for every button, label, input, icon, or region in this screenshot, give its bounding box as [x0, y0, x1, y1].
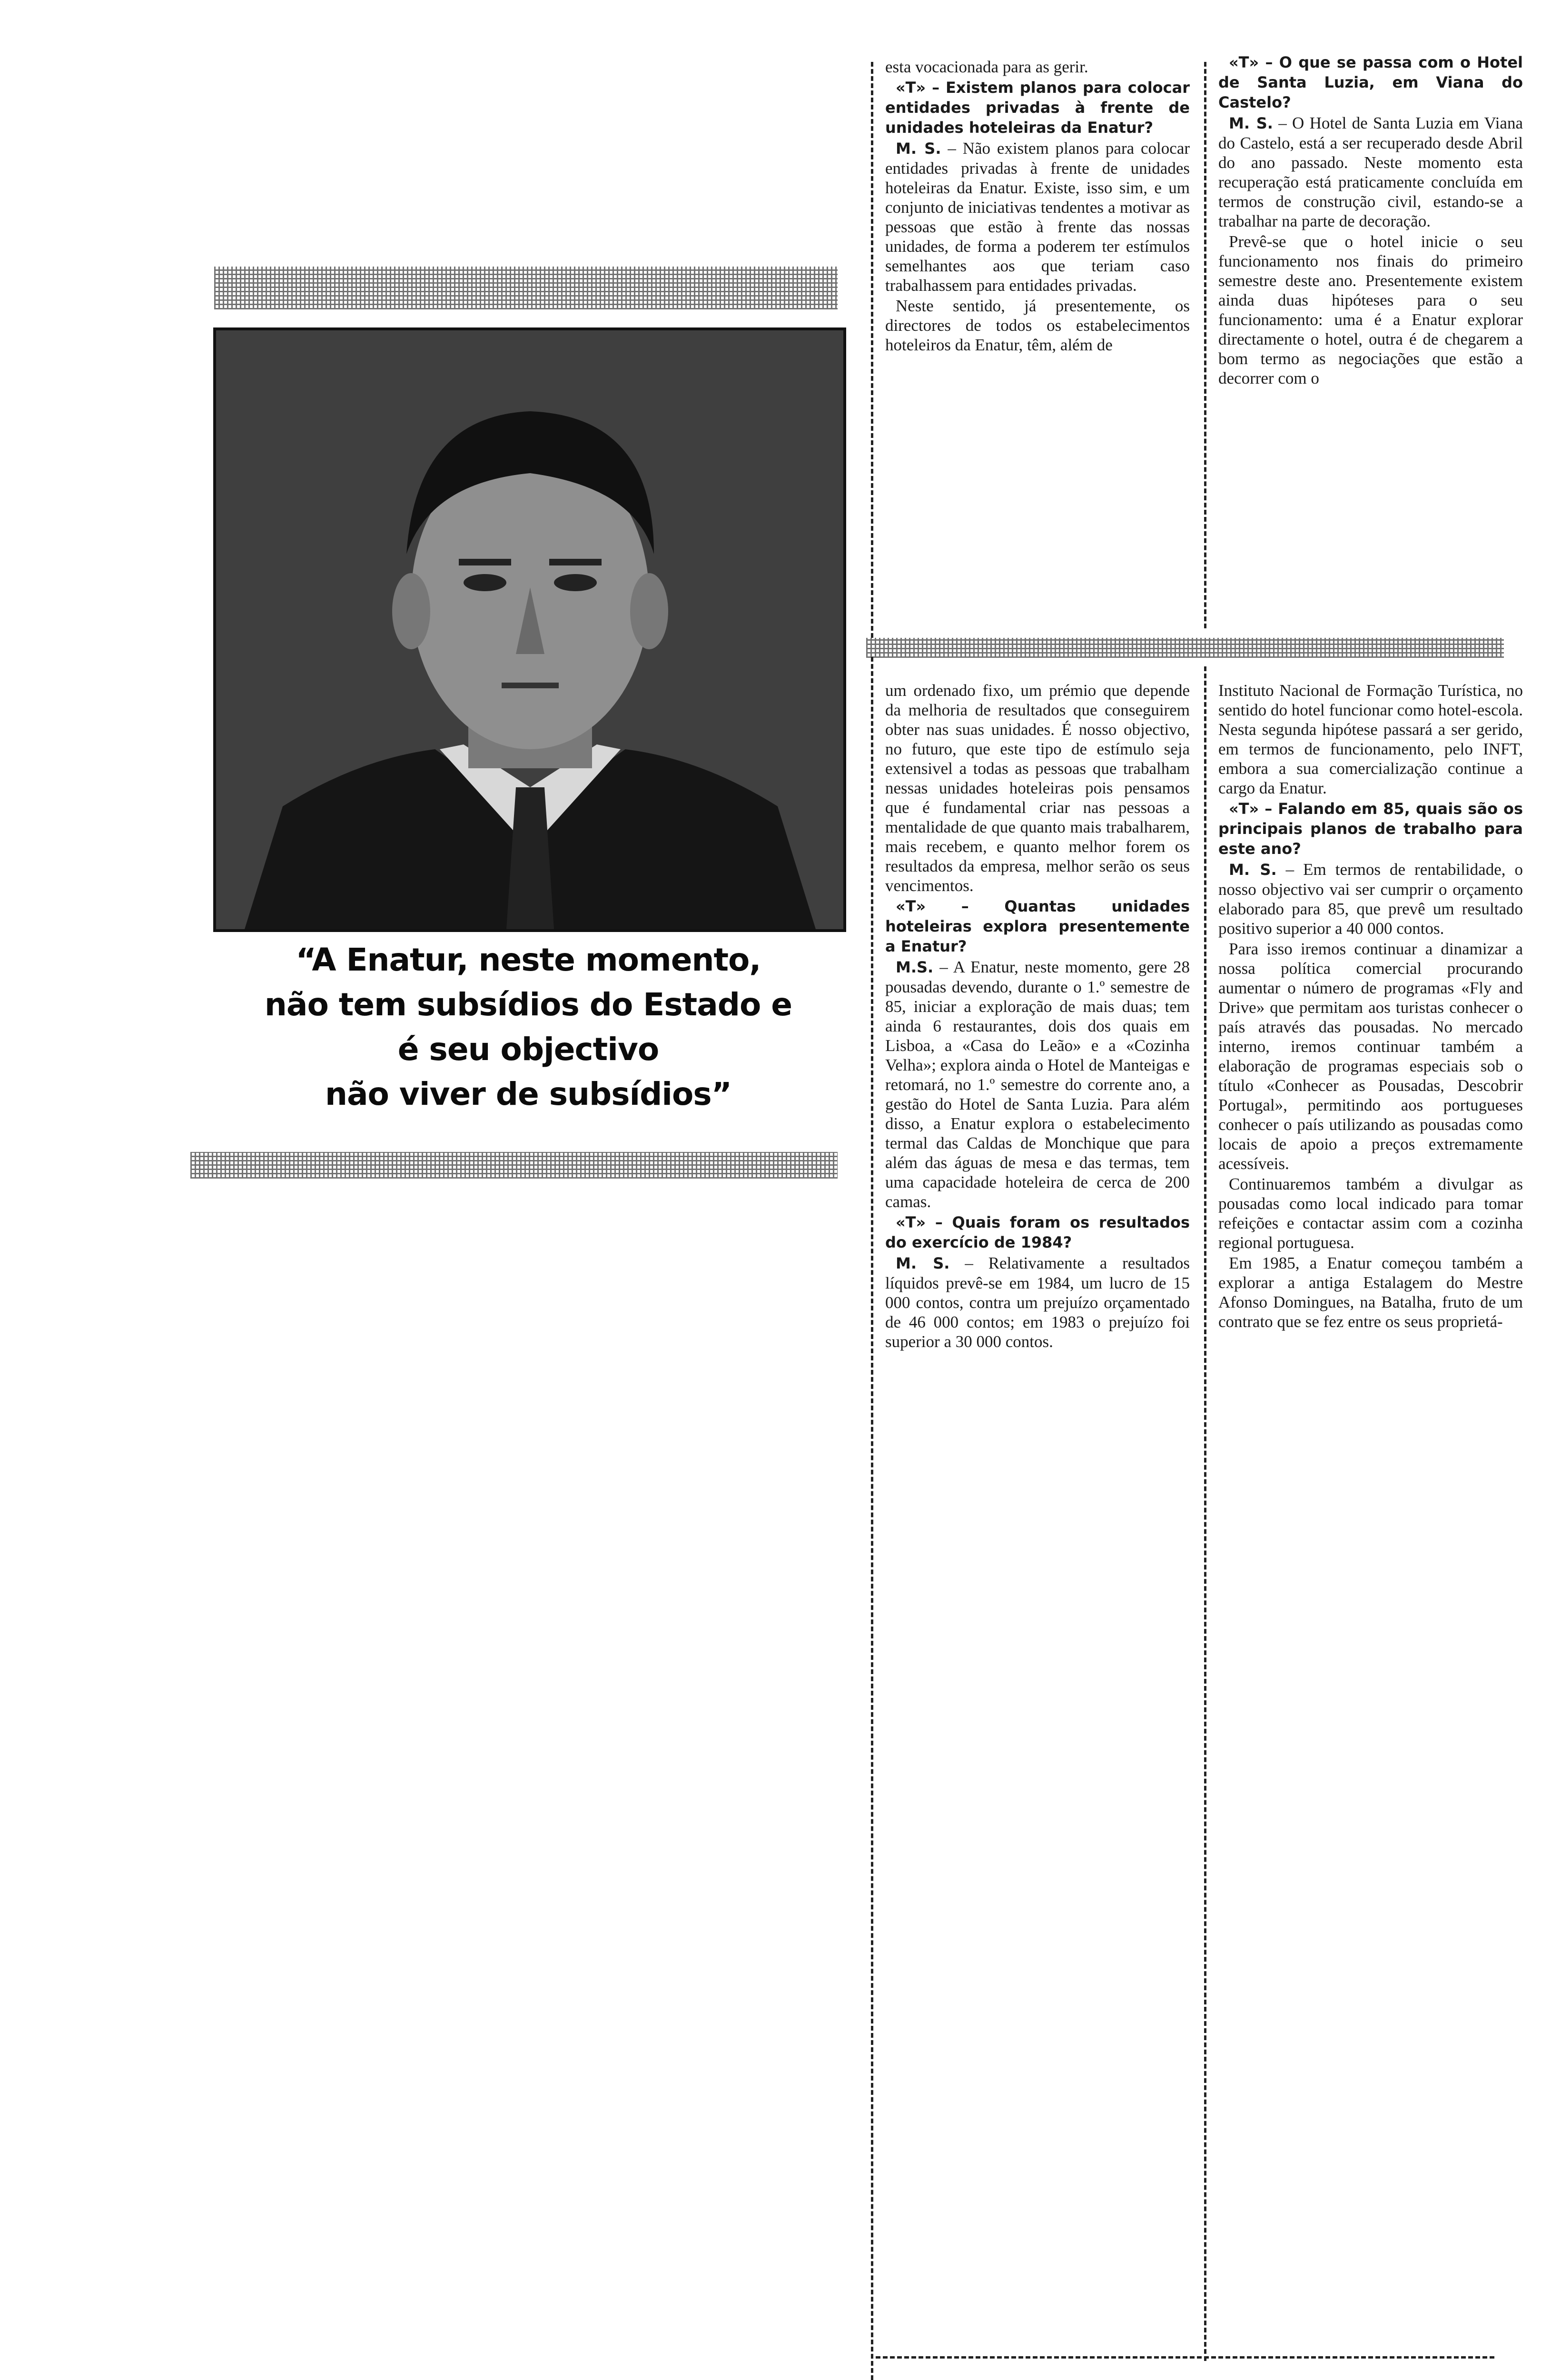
answer-label: M. S. [1229, 114, 1273, 132]
answer [1218, 860, 1523, 938]
question [1218, 52, 1523, 112]
question [885, 896, 1190, 956]
answer-label: M. S. [896, 1254, 950, 1272]
question-text: «T» – Existem planos para colocar entidades privadas à frente de unidades hoteleiras da Enatur? [885, 79, 1190, 137]
column-c [885, 681, 1190, 2356]
pull-quote-line: é seu objectivo [397, 1031, 659, 1068]
paragraph: Instituto Nacional de Formação Turística, no sentido do hotel funcionar como hotel-escola. Nesta segunda hipótese passará a ser gerido, em termos de funcionamento, pelo INFT, embora a sua comercialização continue a cargo da Enatur. [1218, 681, 1523, 797]
answer-label: M. S. [1229, 861, 1277, 879]
paragraph: Continuaremos também a divulgar as pousadas como local indicado para tomar refeições e contactar assim com a cozinha regional portuguesa. [1218, 1175, 1523, 1252]
answer [885, 1253, 1190, 1351]
paragraph: esta vocacionada para as gerir. [885, 58, 1088, 76]
paragraph: Para isso iremos continuar a dinamizar a nossa política comercial procurando aumentar o número de programas «Fly and Drive» que permitam aos turistas conhecer o país através das pousadas. No mercado interno, iremos continuar também a elaboração de programas especiais sob o título «Conhecer as Pousadas, Descobrir Portugal», permitindo aos portugueses conhecer o país utilizando as pousadas como locais de apoio a preços extremamente acessíveis. [1218, 940, 1523, 1173]
question [885, 78, 1190, 138]
portrait-photo-icon [216, 330, 843, 929]
question [1218, 799, 1523, 859]
answer-text: – O Hotel de Santa Luzia em Viana do Castelo, está a ser recuperado desde Abril do ano passado. Neste momento esta recuperação está praticamente concluída em termos de construção civil, estando-se a trabalhar na parte de decoração. [1218, 114, 1523, 230]
answer-label: M.S. [896, 958, 934, 976]
halftone-band-mid [866, 638, 1504, 658]
column-a [885, 57, 1190, 635]
answer-text: – A Enatur, neste momento, gere 28 pousadas devendo, durante o 1.º semestre de 85, iniciar a exploração de mais duas; tem ainda 6 restaurantes, dois dos quais em Lisboa, a «Casa do Leão» e a «Cozinha Velha»; explora ainda o Hotel de Manteigas e retomará, no 1.º semestre do corrente ano, a gestão do Hotel de Santa Luzia. Para além disso, a Enatur explora o estabelecimento termal das Caldas de Monchique que para além das águas de mesa e das termas, tem uma capacidade hoteleira de cerca de 200 camas. [885, 958, 1190, 1211]
pull-quote-line: não viver de subsídios” [325, 1076, 732, 1112]
halftone-band-bottom [190, 1152, 838, 1179]
question-text: «T» – Quantas unidades hoteleiras explora presentemente a Enatur? [885, 897, 1190, 955]
answer [885, 957, 1190, 1211]
answer [1218, 113, 1523, 231]
halftone-band-top [214, 267, 838, 309]
column-rule-bottom [876, 2356, 1494, 2359]
column-d [1218, 681, 1523, 2356]
answer [885, 139, 1190, 295]
paragraph: Prevê-se que o hotel inicie o seu funcionamento nos finais do primeiro semestre deste ano. Presentemente existem ainda duas hipóteses para o seu funcionamento: uma é a Enatur explorar directamente o hotel, outra é de chegarem a bom termo as negociações que estão a decorrer com o [1218, 232, 1523, 387]
column-rule-4 [1204, 666, 1206, 2361]
paragraph: Em 1985, a Enatur começou também a explorar a antiga Estalagem do Mestre Afonso Domingues, na Batalha, fruto de um contrato que se fez entre os seus proprietá- [1218, 1254, 1523, 1331]
question-text: «T» – O que se passa com o Hotel de Santa Luzia, em Viana do Castelo? [1218, 53, 1523, 111]
column-rule-2 [1204, 62, 1206, 628]
column-rule-1 [871, 62, 873, 638]
pull-quote-line: “A Enatur, neste momento, [296, 942, 761, 978]
column-b [1218, 52, 1523, 635]
question-text: «T» – Falando em 85, quais são os principais planos de trabalho para este ano? [1218, 800, 1523, 858]
paragraph: um ordenado fixo, um prémio que depende da melhoria de resultados que conseguirem obter nas suas unidades. É nosso objectivo, no futuro, que este tipo de estímulo seja extensivel a todas as pessoas que trabalham nessas unidades hoteleiras pois pensamos que é fundamental criar nas pessoas a mentalidade de que quanto mais trabalharem, mais recebem, e quanto melhor forem os resultados da empresa, melhor serão os seus vencimentos. [885, 681, 1190, 895]
portrait-photo [213, 327, 846, 932]
pull-quote-line: não tem subsídios do Estado e [264, 986, 792, 1023]
answer-text: – Em termos de rentabilidade, o nosso objectivo vai ser cumprir o orçamento elaborado para 85, que prevê um resultado positivo superior a 40 000 contos. [1218, 860, 1523, 938]
paragraph: Neste sentido, já presentemente, os directores de todos os estabelecimentos hoteleiros da Enatur, têm, além de [885, 297, 1190, 354]
answer-label: M. S. [896, 139, 941, 158]
pull-quote [219, 938, 838, 1117]
column-rule-3 [871, 657, 873, 2380]
question-text: «T» – Quais foram os resultados do exercício de 1984? [885, 1213, 1190, 1251]
answer-text: – Não existem planos para colocar entidades privadas à frente de unidades hoteleiras da Enatur. Existe, isso sim, e um conjunto de iniciativas tendentes a motivar as pessoas que estão à frente das nossas unidades, de forma a poderem ter estímulos semelhantes aos que teriam caso trabalhassem para entidades privadas. [885, 139, 1190, 295]
question [885, 1212, 1190, 1252]
answer-text: – Relativamente a resultados líquidos prevê-se em 1984, um lucro de 15 000 contos, contra um prejuízo orçamentado de 46 000 contos; em 1983 o prejuízo foi superior a 30 000 contos. [885, 1254, 1190, 1351]
